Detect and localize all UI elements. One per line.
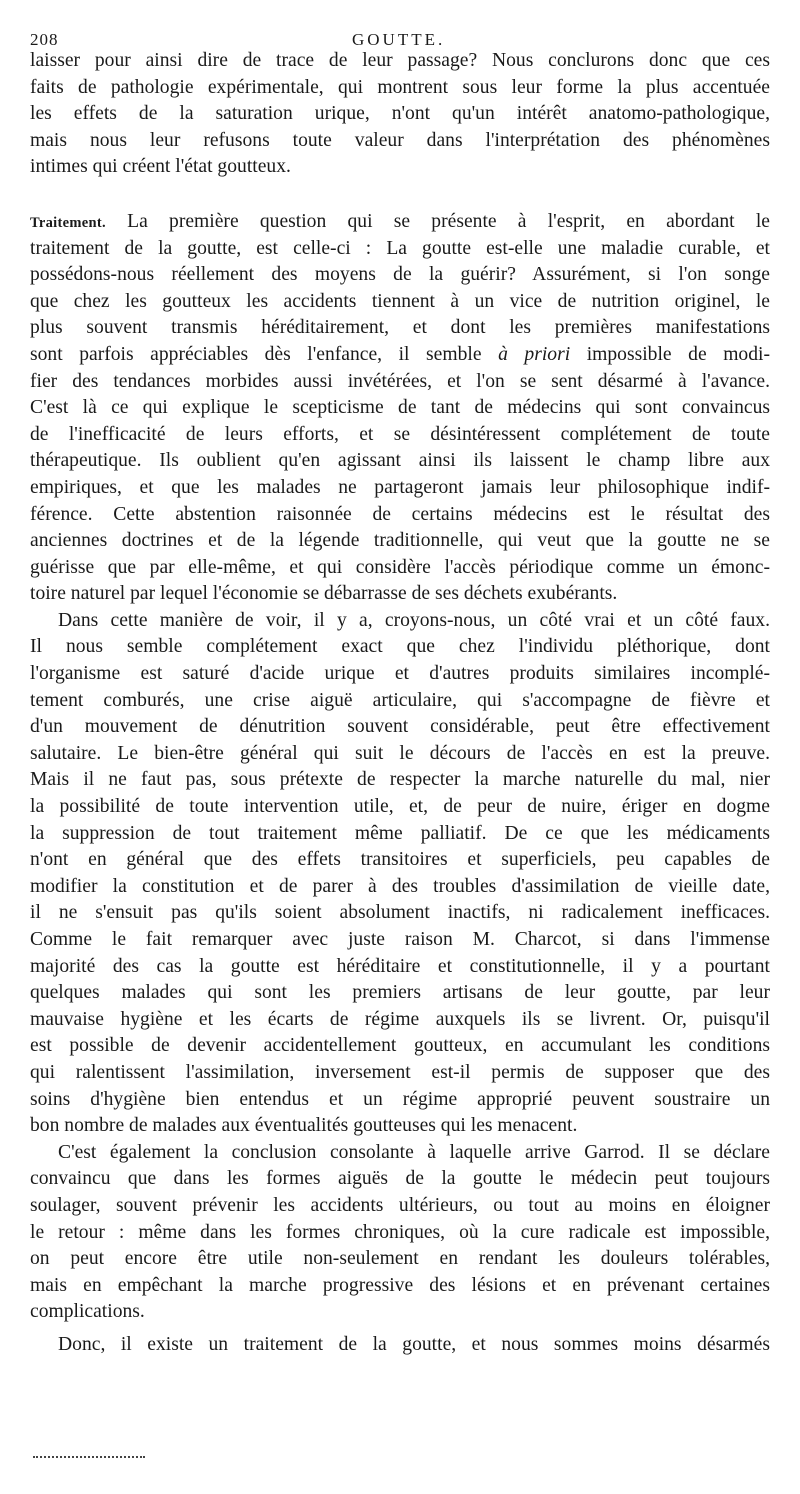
footnote-separator bbox=[33, 1456, 145, 1458]
text-line: férence. Cette abstention raisonnée de certains médecins est le résultat des bbox=[30, 503, 770, 525]
text-line: soins d'hygiène bien entendus et un régime approprié peuvent soustraire un bbox=[30, 1088, 770, 1110]
text-line-section-start bbox=[30, 209, 770, 236]
text-line: le retour : même dans les formes chroniques, où la cure radicale est impossible, bbox=[30, 1221, 770, 1243]
text-segment: sont parfois appréciables dès l'enfance, il semble bbox=[30, 343, 499, 365]
text-line: thérapeutique. Ils oublient qu'en agissant ainsi ils laissent le champ libre aux bbox=[30, 450, 770, 472]
section-spacer bbox=[30, 181, 770, 209]
text-line: Comme le fait remarquer avec juste raison M. Charcot, si dans l'immense bbox=[30, 929, 770, 950]
text-line: intimes qui créent l'état goutteux. bbox=[30, 156, 291, 178]
text-line: Mais il ne faut pas, sous prétexte de respecter la marche naturelle du mal, nier bbox=[30, 769, 770, 791]
text-line: est possible de devenir accidentellement goutteux, en accumulant les conditions bbox=[30, 1035, 770, 1057]
body-text bbox=[30, 48, 770, 1359]
text-line: plus souvent transmis héréditairement, et dont les premières manifestations bbox=[30, 317, 770, 339]
italic-phrase: à priori bbox=[498, 343, 571, 365]
text-line: d'un mouvement de dénutrition souvent considérable, peut être effectivement bbox=[30, 716, 770, 738]
text-line: n'ont en général que des effets transitoires et superficiels, peu capables de bbox=[30, 849, 770, 871]
text-line: mais nous leur refusons toute valeur dans l'interprétation des phénomènes bbox=[30, 129, 770, 151]
book-page bbox=[30, 0, 770, 1359]
text-line: soulager, souvent prévenir les accidents ultérieurs, ou tout au moins en éloigner bbox=[30, 1194, 770, 1216]
page-number: 208 bbox=[30, 30, 59, 49]
section-label: Traitement. bbox=[30, 214, 106, 231]
text-line: traitement de la goutte, est celle-ci : La goutte est-elle une maladie curable, et bbox=[30, 237, 770, 259]
text-line: bon nombre de malades aux éventualités goutteuses qui les menacent. bbox=[30, 1115, 578, 1137]
text-line: que chez les goutteux les accidents tiennent à un vice de nutrition originel, le bbox=[30, 290, 770, 312]
text-line: les effets de la saturation urique, n'ont qu'un intérêt anatomo-pathologique, bbox=[30, 103, 770, 125]
section-first-line-text: La première question qui se présente à l'esprit, en abordant le bbox=[127, 210, 770, 232]
paragraph-1 bbox=[30, 48, 770, 181]
text-line: Dans cette manière de voir, il y a, croyons-nous, un côté vrai et un côté faux. bbox=[58, 609, 770, 631]
text-line: l'organisme est saturé d'acide urique et d'autres produits similaires incomplé- bbox=[30, 663, 770, 685]
text-line: laisser pour ainsi dire de trace de leur passage? Nous conclurons donc que ces bbox=[30, 50, 770, 71]
text-line: fier des tendances morbides aussi invétérées, et l'on se sent désarmé à l'avance. bbox=[30, 370, 770, 392]
text-segment: impossible de modi- bbox=[570, 343, 770, 365]
text-line: toire naturel par lequel l'économie se débarrasse de ses déchets exubérants. bbox=[30, 583, 618, 605]
text-line: la suppression de tout traitement même palliatif. De ce que les médicaments bbox=[30, 822, 770, 844]
text-line: C'est également la conclusion consolante à laquelle arrive Garrod. Il se déclare bbox=[58, 1141, 770, 1163]
text-line: majorité des cas la goutte est héréditaire et constitutionnelle, il y a pourtant bbox=[30, 955, 770, 977]
text-line: convaincu que dans les formes aiguës de la goutte le médecin peut toujours bbox=[30, 1168, 770, 1190]
text-line: de l'inefficacité de leurs efforts, et se désintéressent complétement de toute bbox=[30, 423, 770, 445]
text-line: C'est là ce qui explique le scepticisme de tant de médecins qui sont convaincus bbox=[30, 397, 770, 419]
text-line: possédons-nous réellement des moyens de la guérir? Assurément, si l'on songe bbox=[30, 264, 770, 286]
paragraph-3 bbox=[30, 608, 770, 1140]
text-line: Donc, il existe un traitement de la goutte, et nous sommes moins désarmés bbox=[58, 1333, 770, 1355]
text-line: empiriques, et que les malades ne partageront jamais leur philosophique indif- bbox=[30, 476, 770, 498]
text-line: mais en empêchant la marche progressive des lésions et en prévenant certaines bbox=[30, 1274, 770, 1296]
running-title: GOUTTE. bbox=[352, 30, 446, 49]
text-line: qui ralentissent l'assimilation, inversement est-il permis de supposer que des bbox=[30, 1061, 770, 1083]
text-line: modifier la constitution et de parer à des troubles d'assimilation de vieille date, bbox=[30, 875, 770, 897]
text-line: complications. bbox=[30, 1301, 145, 1323]
paragraph-5 bbox=[30, 1332, 770, 1359]
text-line: on peut encore être utile non-seulement en rendant les douleurs tolérables, bbox=[30, 1248, 770, 1270]
text-line-with-italic bbox=[30, 342, 770, 369]
text-line: quelques malades qui sont les premiers artisans de leur goutte, par leur bbox=[30, 982, 770, 1004]
text-line: la possibilité de toute intervention utile, et, de peur de nuire, ériger en dogme bbox=[30, 796, 770, 818]
text-line: tement comburés, une crise aiguë articulaire, qui s'accompagne de fièvre et bbox=[30, 689, 770, 711]
text-line: il ne s'ensuit pas qu'ils soient absolument inactifs, ni radicalement inefficaces. bbox=[30, 902, 770, 924]
text-line: mauvaise hygiène et les écarts de régime auxquels ils se livrent. Or, puisqu'il bbox=[30, 1008, 770, 1030]
text-line: guérisse que par elle-même, et qui considère l'accès périodique comme un émonc- bbox=[30, 556, 770, 578]
running-head bbox=[30, 0, 770, 48]
paragraph-4 bbox=[30, 1140, 770, 1326]
paragraph-traitement bbox=[30, 209, 770, 608]
text-line: faits de pathologie expérimentale, qui montrent sous leur forme la plus accentuée bbox=[30, 76, 770, 98]
text-line: anciennes doctrines et de la légende traditionnelle, qui veut que la goutte ne se bbox=[30, 530, 770, 552]
text-line: Il nous semble complétement exact que chez l'individu pléthorique, dont bbox=[30, 636, 770, 658]
text-line: salutaire. Le bien-être général qui suit le décours de l'accès en est la preuve. bbox=[30, 742, 770, 764]
